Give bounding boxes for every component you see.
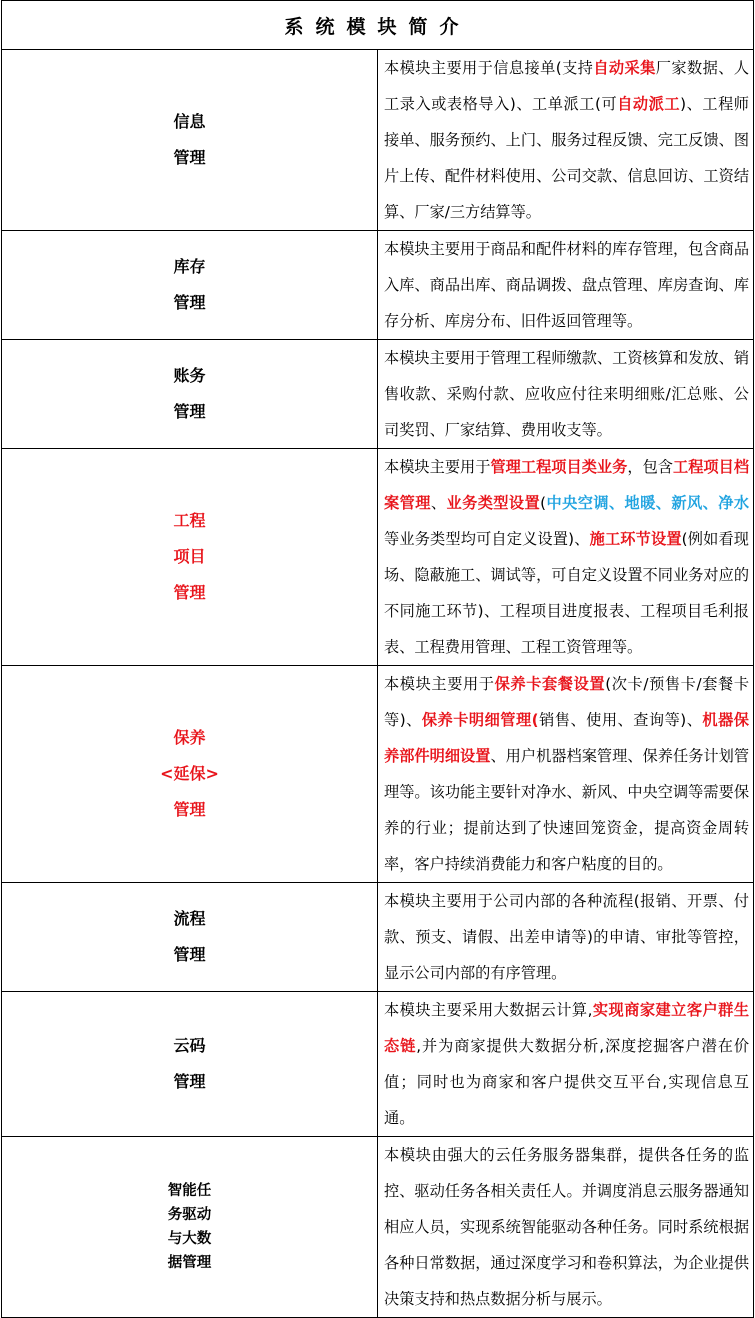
highlighted-text: 保养卡套餐设置 [494,675,606,693]
module-name-line: 管理 [173,402,206,421]
description-text: 本模块主要采用大数据云计算, [384,1001,593,1019]
module-name-line: 管理 [173,293,206,312]
description-text: ，包含 [627,458,673,476]
module-name [2,992,378,1137]
title-row [2,1,754,50]
highlighted-text: 机器保养部件明细设置 [384,711,749,765]
highlighted-text: 业务类型设置 [446,494,541,512]
module-name-line: 管理 [173,148,206,167]
module-name-line: 工程 [173,511,206,530]
module-name [2,1137,378,1318]
module-name-line: 管理 [173,800,206,819]
module-description [378,883,754,992]
description-text: 厂家数据、人工录入或表格导入)、工单派工(可 [384,59,750,113]
table-body [2,50,754,1318]
module-name-line: 保养 [173,728,206,747]
description-text: 等业务类型均可自定义设置)、 [384,530,590,548]
table-title: 系统模块简介 [2,1,754,50]
table-row [2,231,754,340]
table-row [2,50,754,231]
module-name-line: 管理 [173,583,206,602]
highlighted-text: 自动派工 [617,95,681,113]
module-description [378,449,754,666]
description-text: 本模块主要用于公司内部的各种流程(报销、开票、付款、预支、请假、出差申请等)的申请、审批等管控，显示公司内部的有序管理。 [384,892,749,982]
table-row [2,449,754,666]
description-text: 本模块由强大的云任务服务器集群，提供各任务的监控、驱动任务各相关责任人。并调度消息云服务器通知相应人员，实现系统智能驱动各种任务。同时系统根据各种日常数据，通过深度学习和卷积算法，为企业提供决策支持和热点数据分析与展示。 [384,1146,749,1308]
module-name-line: 智能任 [167,1183,212,1199]
module-name-line: 云码 [173,1036,206,1055]
description-text: (次卡/预售卡/套餐卡等)、 [384,675,750,729]
module-name-line: 务驱动 [167,1207,212,1223]
module-name-line: 库存 [173,257,206,276]
module-name [2,50,378,231]
highlighted-text: 实现商家建立客户群生态链 [384,1001,750,1055]
description-text: 销售、使用、查询等)、 [538,711,703,729]
table-row [2,883,754,992]
module-description [378,1137,754,1318]
highlighted-text: 保养卡明细管理( [421,711,539,729]
module-name-line: 管理 [173,1072,206,1091]
description-text: 、用户机器档案管理、保养任务计划管理等。该功能主要针对净水、新风、中央空调等需要保养的行业；提前达到了快速回笼资金，提高资金周转率，客户持续消费能力和客户粘度的目的。 [384,747,750,873]
module-description [378,992,754,1137]
module-description [378,666,754,883]
highlighted-text: 中央空调、地暖、新风、净水 [546,494,750,512]
highlighted-text: 施工环节设置 [589,530,682,548]
table-row [2,1137,754,1318]
highlighted-text: 管理工程项目类业务 [490,458,628,476]
module-name-line: <延保> [160,764,219,783]
module-name [2,666,378,883]
module-table [1,0,754,1318]
module-name-line: 流程 [173,909,206,928]
description-text: )、工程师接单、服务预约、上门、服务过程反馈、完工反馈、图片上传、配件材料使用、公司交款、信息回访、工资结算、厂家/三方结算等。 [384,95,749,221]
description-text: ( [540,494,547,512]
module-description [378,50,754,231]
highlighted-text: 自动采集 [593,59,656,77]
highlighted-text: 工程项目档案管理 [384,458,750,512]
description-text: 本模块主要用于商品和配件材料的库存管理，包含商品入库、商品出库、商品调拨、盘点管理、库房查询、库存分析、库房分布、旧件返回管理等。 [384,240,749,330]
description-text: (例如看现场、隐蔽施工、调试等，可自定义设置不同业务对应的不同施工环节)、工程项目进度报表、工程项目毛利报表、工程费用管理、工程工资管理等。 [384,530,749,656]
module-name [2,340,378,449]
module-name-line: 据管理 [167,1255,212,1271]
table-row [2,992,754,1137]
description-text: 本模块主要用于 [384,675,495,693]
module-name [2,231,378,340]
module-description [378,340,754,449]
description-text: 本模块主要用于管理工程师缴款、工资核算和发放、销售收款、采购付款、应收应付往来明细账/汇总账、公司奖罚、厂家结算、费用收支等。 [384,349,749,439]
table-row [2,340,754,449]
module-name-line: 与大数 [167,1231,212,1247]
module-name [2,449,378,666]
description-text: ,并为商家提供大数据分析,深度挖掘客户潜在价值；同时也为商家和客户提供交互平台,实现信息互通。 [384,1037,750,1127]
description-text: 本模块主要用于信息接单(支持 [384,59,594,77]
module-name-line: 项目 [173,547,206,566]
module-name [2,883,378,992]
module-name-line: 信息 [173,112,206,131]
description-text: 本模块主要用于 [384,458,491,476]
module-name-line: 管理 [173,945,206,964]
table-row [2,666,754,883]
module-description [378,231,754,340]
module-name-line: 账务 [173,366,206,385]
description-text: 、 [430,494,447,512]
